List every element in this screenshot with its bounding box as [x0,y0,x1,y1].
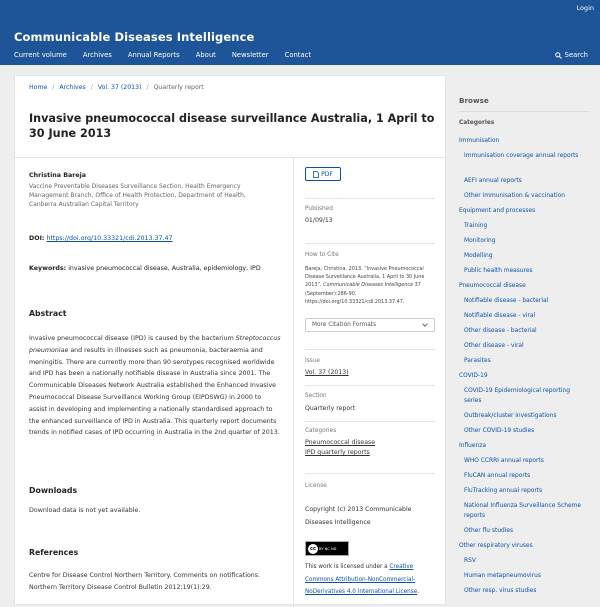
sidebar-subcategory[interactable]: Outbreak/cluster investigations [464,413,557,419]
how-to-cite-label: How to Cite [305,252,339,258]
breadcrumb-separator: / [52,84,55,91]
divider [305,421,435,422]
breadcrumb-current: Quarterly report [153,84,204,91]
cc-icon: cc [308,544,318,554]
sidebar-subcategory[interactable]: Other COVID-19 studies [464,428,535,434]
breadcrumb-home[interactable]: Home [29,84,48,91]
section-label: Section [305,393,327,399]
nav-archives[interactable]: Archives [82,51,112,59]
sidebar-subcategory[interactable]: Modelling [464,253,493,259]
downloads-heading: Downloads [29,486,78,495]
login-link[interactable]: Login [576,4,594,12]
sidebar-subcategory[interactable]: Other flu studies [464,528,514,534]
nav-annual-reports[interactable]: Annual Reports [127,51,180,59]
sidebar-subcategory[interactable]: Public health measures [464,268,533,274]
sidebar-subcategory[interactable]: Immunisation coverage annual reports [464,153,579,159]
breadcrumb-separator: / [90,84,93,91]
doi [29,235,173,242]
abstract-intro: Invasive pneumococcal disease (IPD) is caused by the bacterium [29,335,236,342]
license-text [305,561,435,599]
author-affiliation: Vaccine Preventable Diseases Surveillance Section, Health Emergency Management Branch, Office of Health Protection, Department of Health, Canberra Australian Capital Territory [29,183,246,208]
reference-item [29,570,284,594]
sidebar-category[interactable]: Immunisation [459,138,500,144]
sidebar-subcategory[interactable]: AEFI annual reports [464,178,522,184]
divider [305,198,435,199]
citation-tail: 37 (September):286-90. https://doi.org/10.33321/cdi.2013.37.47. [305,282,421,305]
doi-link[interactable]: https://doi.org/10.33321/cdi.2013.37.47 [46,235,173,242]
sidebar-subcategory[interactable]: WHO CCRRI annual reports [464,458,544,464]
chevron-down-icon [422,323,428,327]
site-title[interactable]: Communicable Diseases Intelligence [14,30,255,44]
divider [305,243,435,244]
citation-text [305,265,440,306]
author-name: Christina Bareja [29,172,87,179]
citation-formats-dropdown[interactable] [305,318,435,332]
breadcrumb-archives[interactable]: Archives [59,84,86,91]
sidebar-subcategory[interactable]: COVID-19 Epidemiological reporting series [464,388,570,404]
keywords-label: Keywords: [29,265,67,272]
sidebar-category[interactable]: Equipment and processes [459,208,536,214]
abstract-species: Streptococcus pneumoniae [29,335,281,354]
nav-about[interactable]: About [195,51,216,59]
sidebar-subcategory[interactable]: Monitoring [464,238,496,244]
abstract-body: and results in illnesses such as pneumonia, bacteraemia and meningitis. There are currently more than 90 serotypes recognised worldwide and IPD has been a nationally notifiable disease in Australia since 2001. The Communicable Diseases Network Australia established the Enhanced Invasive Pneumococcal Disease Surveillance Working Group (EIPDSWG) in 2000 to assist in developing and implementing a nationally standardised approach to the enhanced surveillance of IPD in Australia. This quarterly report documents trends in notified cases of IPD occurring in Australia in the 2nd quarter of 2013. [29,346,280,437]
nav-contact[interactable]: Contact [284,51,312,59]
published-value: 01/09/13 [305,217,333,224]
section-value: Quarterly report [305,405,356,412]
copyright-text: Copyright (c) 2013 Communicable Diseases Intelligence [305,506,412,526]
nav-newsletter[interactable]: Newsletter [231,51,269,59]
site-header [0,0,600,65]
references-heading: References [29,548,79,557]
main-nav [14,51,327,59]
sidebar-subcategory[interactable]: Notifiable disease - bacterial [464,298,549,304]
category-link-pneumococcal[interactable]: Pneumococcal disease [305,439,376,446]
published-label: Published [305,206,333,212]
sidebar-category[interactable]: Influenza [459,443,486,449]
sidebar-subcategory[interactable]: National Influenza Surveillance Scheme reports [464,503,581,519]
nav-current-volume[interactable]: Current volume [14,51,67,59]
issue-link[interactable]: Vol. 37 (2013) [305,369,349,376]
sidebar-subcategory[interactable]: Other resp. virus studies [464,588,537,594]
sidebar-subcategory[interactable]: Other disease - viral [464,343,524,349]
issue-label: Issue [305,358,320,364]
sidebar-subcategory[interactable]: Other immunisation & vaccination [464,193,565,199]
sidebar-subcategory[interactable]: Other disease - bacterial [464,328,537,334]
sidebar-heading: Browse [459,96,489,105]
citation-main: Bareja, Christina. 2013. “Invasive Pneumococcal Disease Surveillance Australia, 1 April to 30 June 2013”. [305,266,425,289]
breadcrumb-issue[interactable]: Vol. 37 (2013) [97,84,142,91]
sidebar-category[interactable]: COVID-19 [459,373,488,379]
abstract-heading: Abstract [29,309,67,318]
category-link-ipd-reports[interactable]: IPD quarterly reports [305,449,370,456]
sidebar-subcategory[interactable]: FluTracking annual reports [464,488,543,494]
article-card [14,75,446,605]
article-title: Invasive pneumococcal disease surveillance Australia, 1 April to 30 June 2013 [29,112,435,140]
sidebar-subcategory[interactable]: Notifiable disease - viral [464,313,536,319]
sidebar-category[interactable]: Other respiratory viruses [459,543,533,549]
search-label: Search [564,51,588,59]
citation-journal: Communicable Diseases Intelligence [323,282,414,289]
sidebar-subcategory[interactable]: Parasites [464,358,491,364]
license-intro: This work is licensed under a [305,564,390,570]
reference-line: Centre for Disease Control Northern Territory. Comments on notifications. [29,572,261,579]
pdf-label: PDF [321,170,333,178]
categories-label: Categories [305,428,337,434]
sidebar-subcategory[interactable]: Training [464,223,488,229]
license-end: . [417,589,420,595]
license-link[interactable]: Creative Commons Attribution-NonCommercial-NoDerivatives 4.0 International License [305,564,418,595]
breadcrumb [29,84,204,91]
divider [305,473,435,474]
file-pdf-icon [313,171,319,178]
cc-badge-text: BY NC ND [319,546,337,551]
keywords [29,265,261,272]
reference-line: Northern Territory Disease Control Bulletin 2012;19(1):29. [29,584,212,591]
keywords-value: invasive pneumococcal disease, Australia, epidemiology, IPD [68,265,261,272]
cc-license-badge[interactable] [305,541,349,556]
divider [305,385,435,386]
sidebar-category[interactable]: Pneumococcal disease [459,283,526,289]
divider [305,349,435,350]
abstract-text [29,333,281,439]
sidebar-subcategory[interactable]: RSV [464,558,476,564]
search-link[interactable] [555,51,588,59]
pdf-button[interactable] [305,167,341,181]
divider [459,111,589,112]
license-label: License [305,483,327,489]
divider [15,157,445,158]
breadcrumb-separator: / [146,84,149,91]
sidebar-categories-label: Categories [459,120,495,126]
sidebar-subcategory[interactable]: FluCAN annual reports [464,473,531,479]
sidebar-subcategory[interactable]: Human metapneumovirus [464,573,541,579]
downloads-text: Download data is not yet available. [29,507,141,514]
doi-label: DOI: [29,235,45,242]
column-divider [293,157,294,607]
search-icon [555,52,562,59]
citation-formats-label: More Citation Formats [312,322,377,328]
